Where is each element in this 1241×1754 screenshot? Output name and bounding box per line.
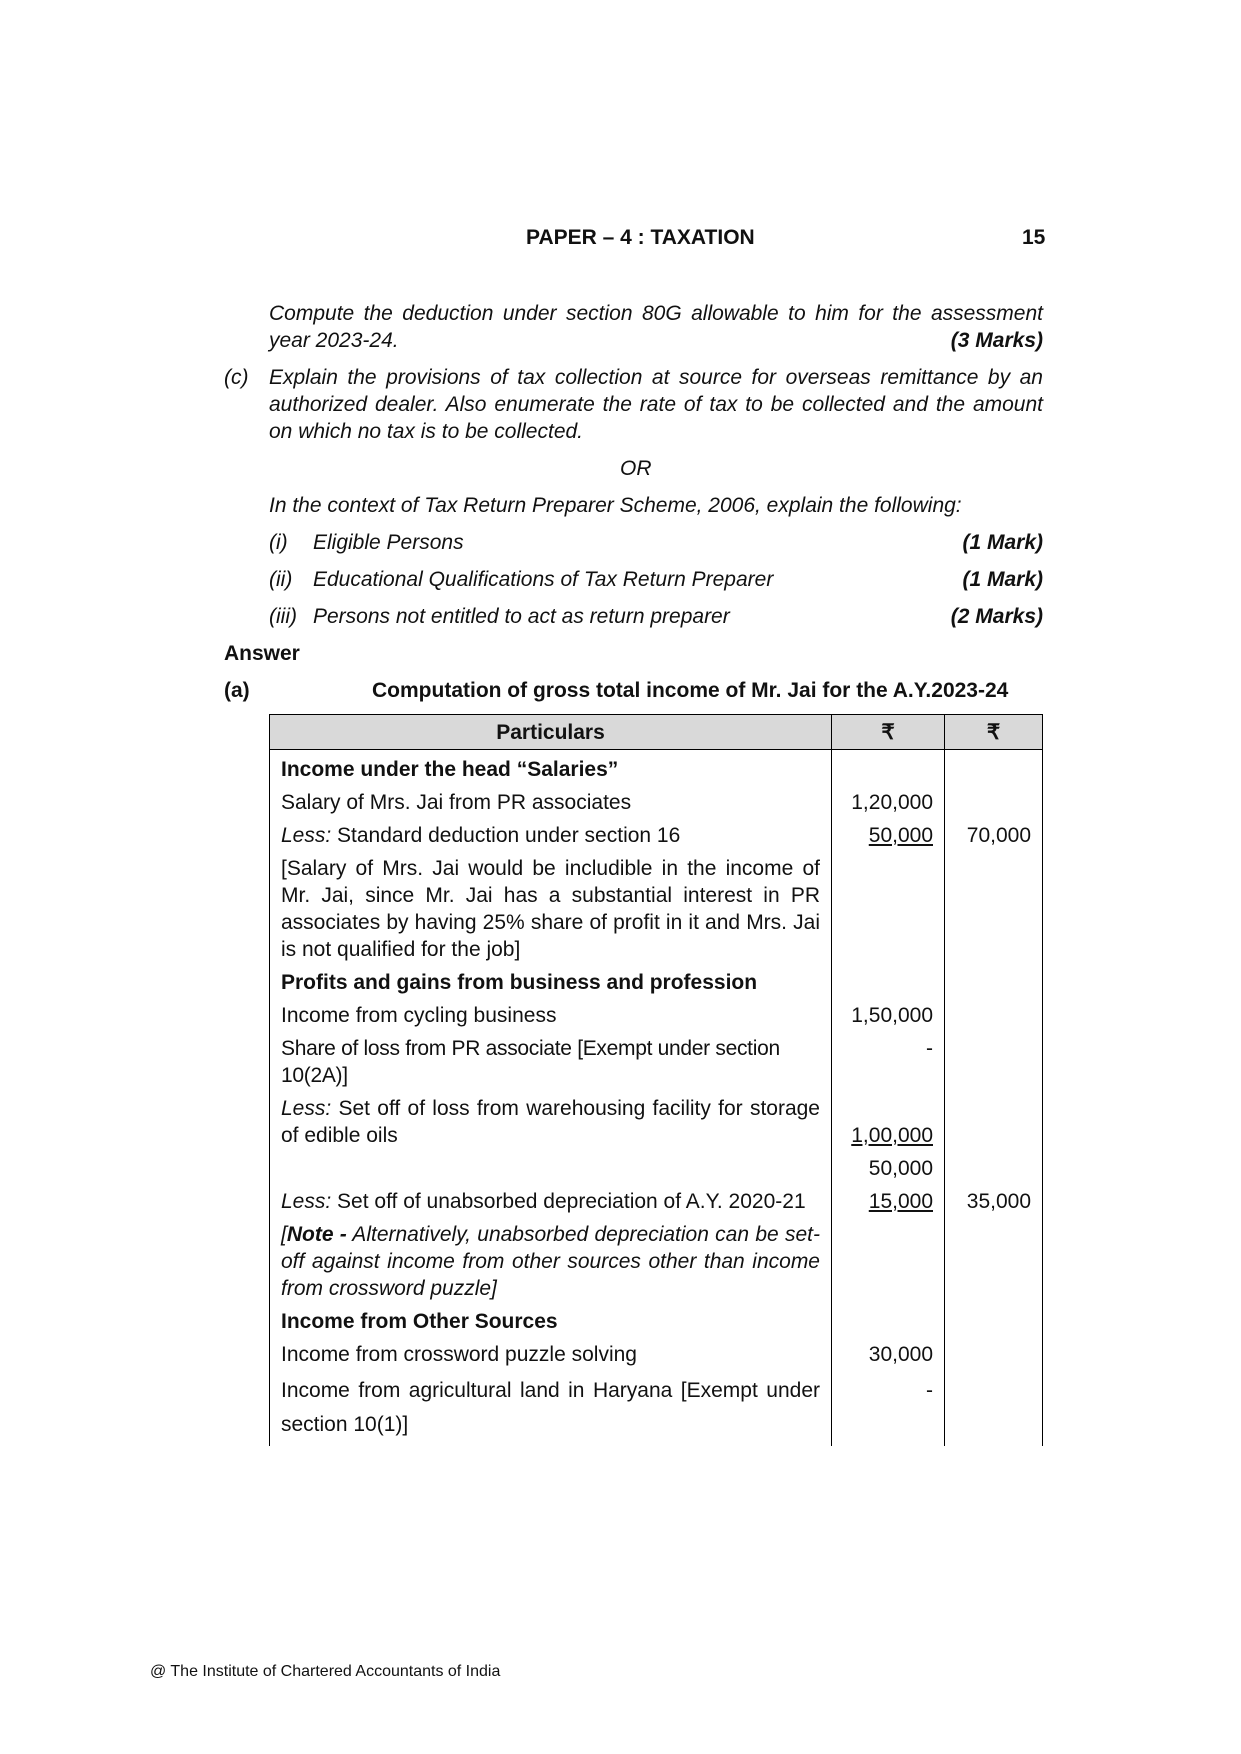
- table-row: [270, 852, 1043, 966]
- row-amount: [832, 750, 945, 787]
- row-total: [945, 1371, 1043, 1446]
- row-particulars: Less: Set off of unabsorbed depreciation of A.Y. 2020-21: [270, 1185, 832, 1218]
- row-total: 35,000: [945, 1185, 1043, 1218]
- trp-item-text: Educational Qualifications of Tax Return Preparer: [313, 568, 774, 591]
- row-total: [945, 1218, 1043, 1305]
- row-particulars: Income under the head “Salaries”: [270, 750, 832, 787]
- note-prefix: Note -: [286, 1223, 347, 1246]
- row-total: [945, 1338, 1043, 1371]
- table-row: [270, 819, 1043, 852]
- page-header-title: PAPER – 4 : TAXATION: [526, 226, 755, 249]
- less-prefix: Less:: [281, 1097, 332, 1120]
- row-particulars: Salary of Mrs. Jai from PR associates: [270, 786, 832, 819]
- row-amount: 30,000: [832, 1338, 945, 1371]
- row-amount: [832, 966, 945, 999]
- less-prefix: Less:: [281, 824, 332, 847]
- trp-item-marks: (2 Marks): [950, 605, 1043, 628]
- table-row: [270, 1092, 1043, 1152]
- question-b-marks: (3 Marks): [950, 329, 1043, 352]
- or-separator: OR: [620, 457, 652, 480]
- trp-item: [269, 603, 1043, 630]
- row-amount: 1,50,000: [832, 999, 945, 1032]
- trp-item: [269, 529, 1043, 556]
- row-particulars: Less: Set off of loss from warehousing facility for storage of edible oils: [270, 1092, 832, 1152]
- trp-item-num: (i): [269, 531, 288, 554]
- footer-copyright: @ The Institute of Chartered Accountants of India: [150, 1663, 501, 1680]
- row-particulars: [Salary of Mrs. Jai would be includible in the income of Mr. Jai, since Mr. Jai has a substantial interest in PR associates by having 25% share of profit in it and Mrs. Jai is not qualified for the job]: [270, 852, 832, 966]
- table-row: [270, 999, 1043, 1032]
- row-particulars: Less: Standard deduction under section 16: [270, 819, 832, 852]
- header-rupee-2: ₹: [945, 715, 1043, 750]
- trp-item-marks: (1 Mark): [962, 531, 1043, 554]
- trp-item-num: (iii): [269, 605, 297, 628]
- row-total: [945, 786, 1043, 819]
- question-b-text: [269, 300, 1043, 354]
- row-amount: [832, 1218, 945, 1305]
- row-total: [945, 750, 1043, 787]
- row-amount: -: [832, 1032, 945, 1092]
- table-row: [270, 1032, 1043, 1092]
- question-c-text: Explain the provisions of tax collection at source for overseas remittance by an authorized dealer. Also enumerate the rate of tax to be collected and the amount on which no tax is to be collected.: [269, 366, 1043, 443]
- header-rupee-1: ₹: [832, 715, 945, 750]
- row-particulars: [Note - Alternatively, unabsorbed depreciation can be set-off against income from other sources other than income from crossword puzzle]: [270, 1218, 832, 1305]
- table-row: [270, 1338, 1043, 1371]
- row-total: [945, 1152, 1043, 1185]
- trp-item-num: (ii): [269, 568, 293, 591]
- table-row: [270, 1305, 1043, 1338]
- row-total: [945, 1092, 1043, 1152]
- computation-table: [269, 714, 1043, 1446]
- row-amount: 1,00,000: [832, 1092, 945, 1152]
- table-row: [270, 750, 1043, 787]
- row-particulars: Profits and gains from business and profession: [270, 966, 832, 999]
- trp-item-text: Persons not entitled to act as return preparer: [313, 605, 730, 628]
- row-total: [945, 966, 1043, 999]
- answer-part-label: (a): [224, 679, 250, 702]
- header-particulars: Particulars: [270, 715, 832, 750]
- row-amount: 50,000: [832, 1152, 945, 1185]
- table-row: [270, 786, 1043, 819]
- row-amount: 1,20,000: [832, 786, 945, 819]
- row-particulars: Share of loss from PR associate [Exempt under section 10(2A)]: [270, 1032, 832, 1092]
- trp-item-marks: (1 Mark): [962, 568, 1043, 591]
- row-total: [945, 999, 1043, 1032]
- row-particulars: Income from cycling business: [270, 999, 832, 1032]
- trp-intro: In the context of Tax Return Preparer Scheme, 2006, explain the following:: [269, 494, 962, 517]
- row-particulars: Income from crossword puzzle solving: [270, 1338, 832, 1371]
- row-total: [945, 852, 1043, 966]
- computation-title: Computation of gross total income of Mr. Jai for the A.Y.2023-24: [372, 679, 1009, 702]
- row-amount: [832, 852, 945, 966]
- trp-item-text: Eligible Persons: [313, 531, 464, 554]
- trp-item: [269, 566, 1043, 593]
- answer-heading: Answer: [224, 642, 300, 665]
- question-c-label: (c): [224, 366, 249, 389]
- table-row: [270, 1185, 1043, 1218]
- row-amount: -: [832, 1371, 945, 1446]
- row-total: 70,000: [945, 819, 1043, 852]
- table-row: [270, 966, 1043, 999]
- row-particulars: Income from Other Sources: [270, 1305, 832, 1338]
- table-row: [270, 1218, 1043, 1305]
- table-header-row: [270, 715, 1043, 750]
- row-particulars: [270, 1152, 832, 1185]
- question-b-body: Compute the deduction under section 80G allowable to him for the assessment year 2023-24.: [269, 302, 1043, 352]
- row-amount: 50,000: [832, 819, 945, 852]
- row-amount: 15,000: [832, 1185, 945, 1218]
- row-amount: [832, 1305, 945, 1338]
- row-total: [945, 1305, 1043, 1338]
- table-row: [270, 1152, 1043, 1185]
- row-total: [945, 1032, 1043, 1092]
- table-row: [270, 1371, 1043, 1446]
- page-number: 15: [1022, 226, 1046, 249]
- less-prefix: Less:: [281, 1190, 332, 1213]
- row-particulars: Income from agricultural land in Haryana [Exempt under section 10(1)]: [270, 1371, 832, 1446]
